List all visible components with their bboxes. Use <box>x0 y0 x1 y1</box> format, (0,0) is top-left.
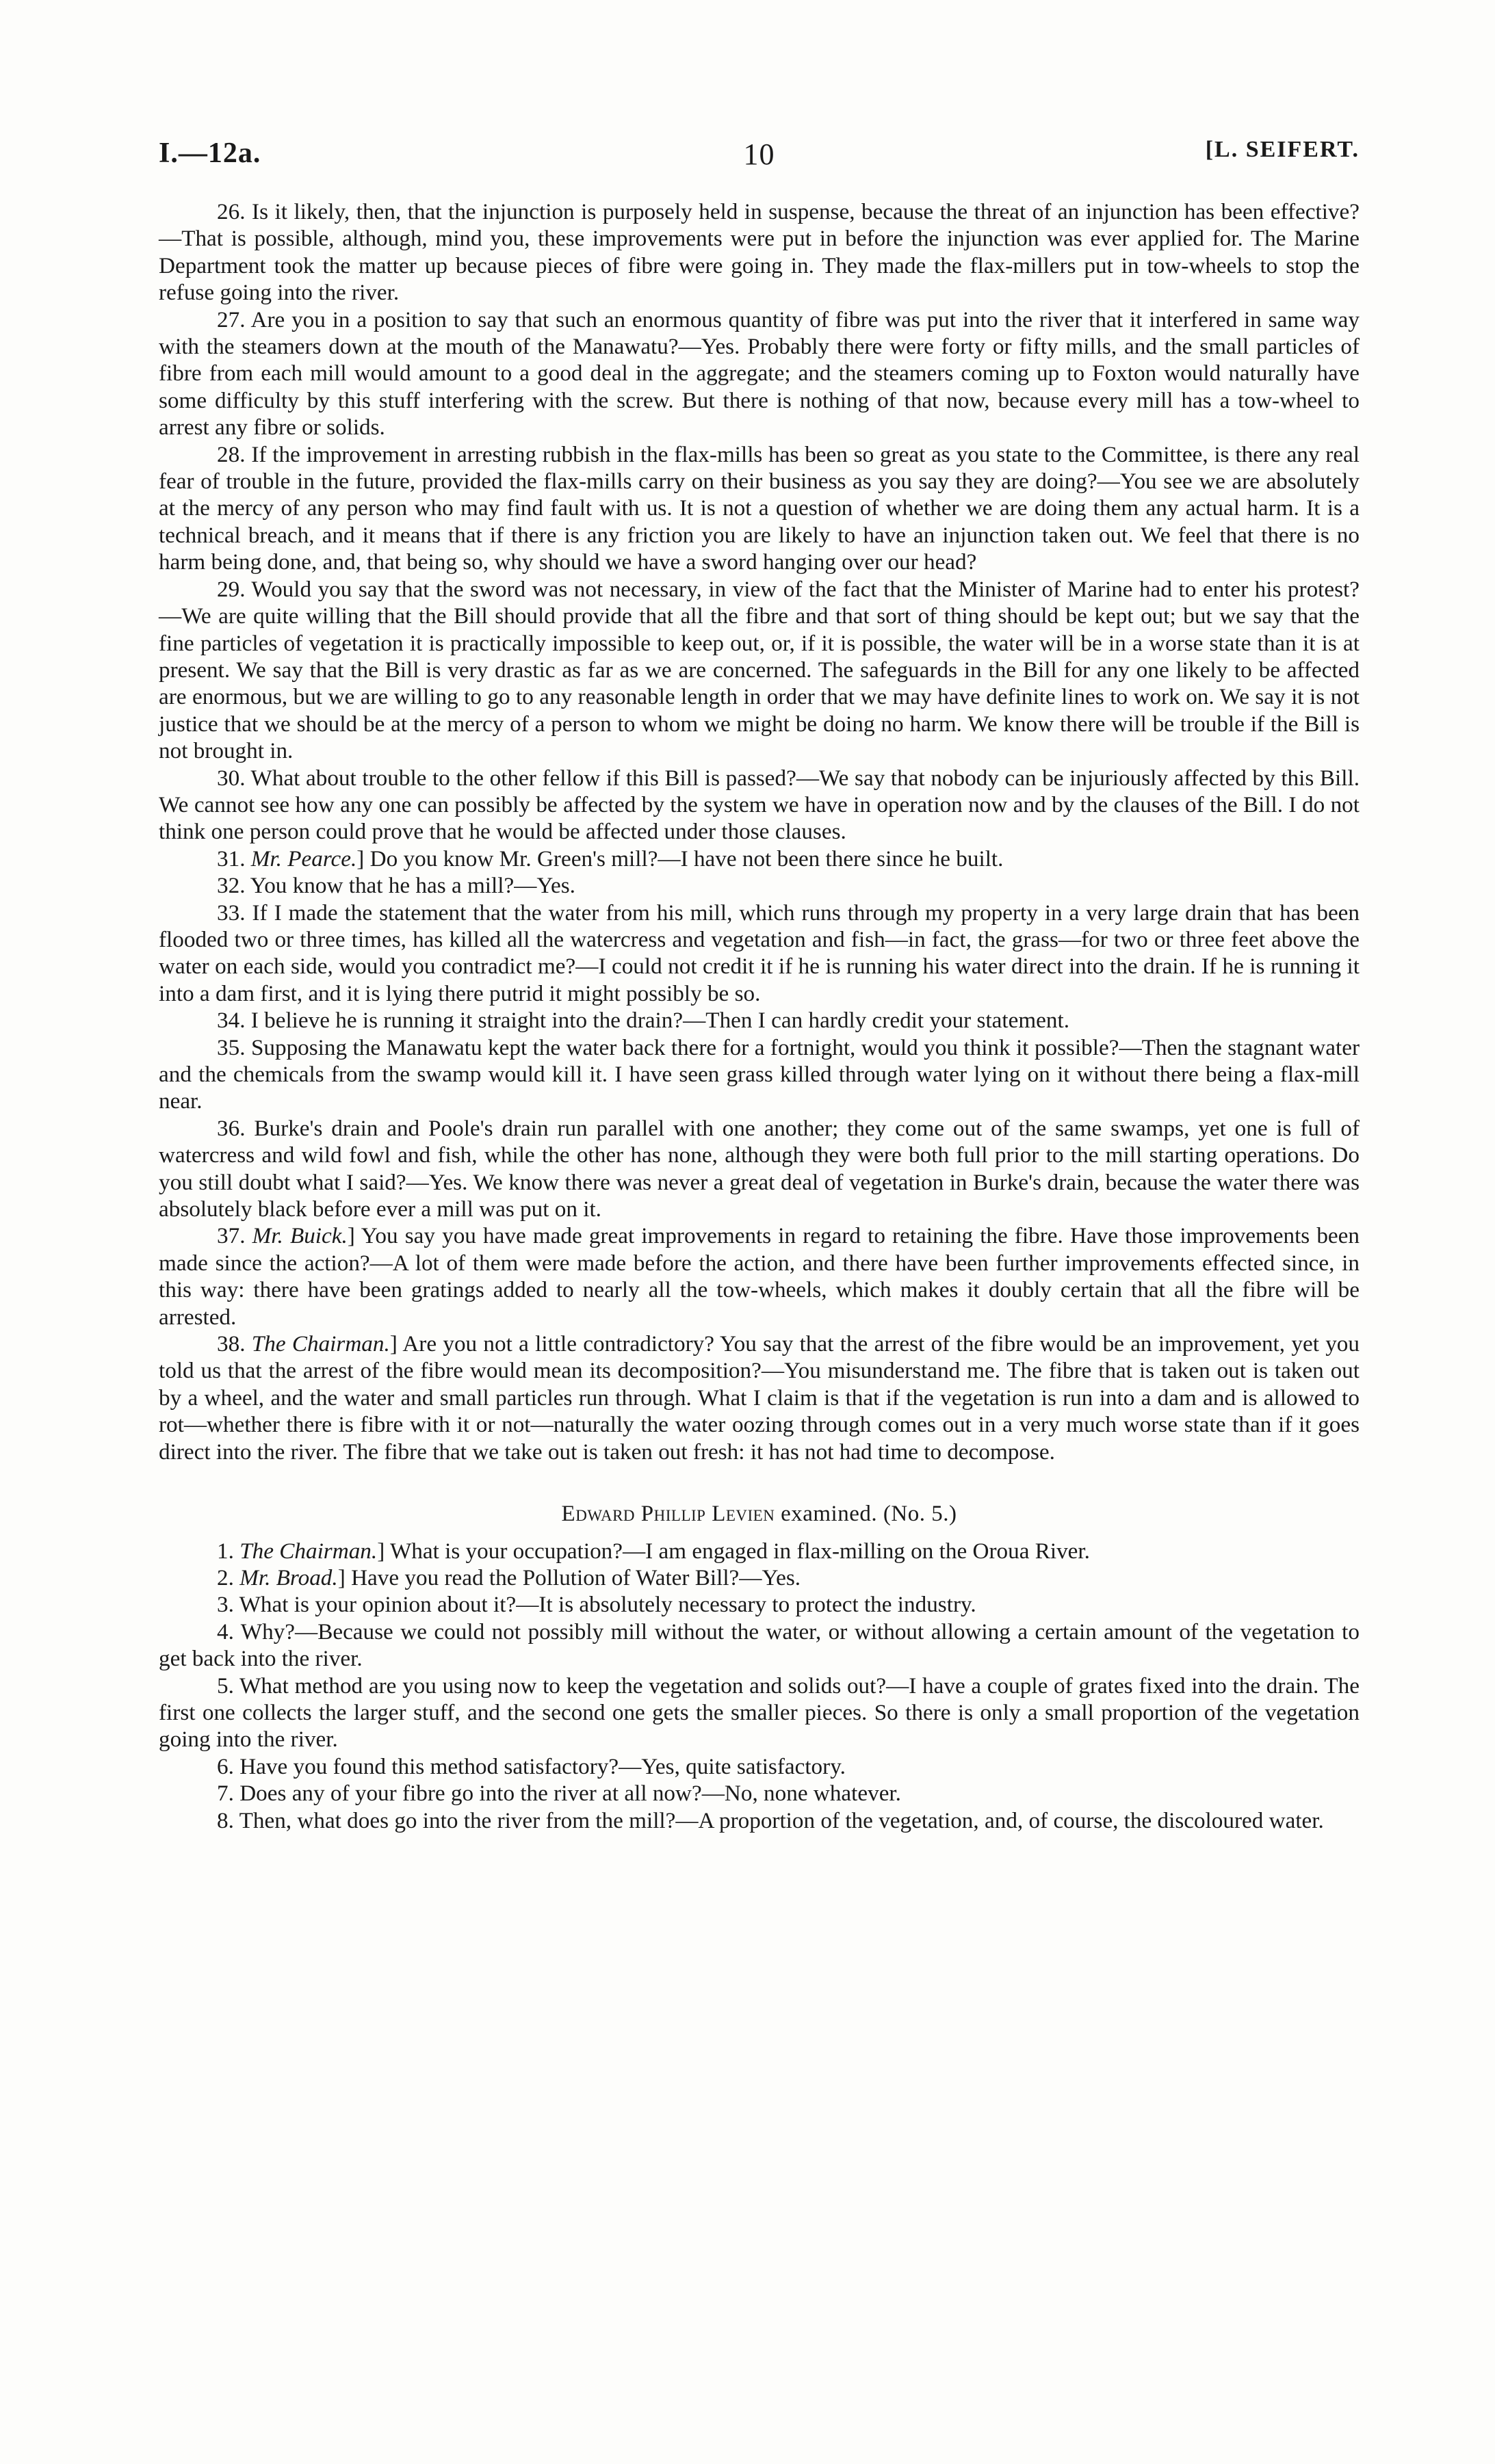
witness-heading-suffix: examined. (No. 5.) <box>781 1502 957 1527</box>
speaker-name: Mr. Pearce. <box>250 846 357 871</box>
question-answer-paragraph <box>159 1115 1360 1223</box>
question-answer-text: Do you know Mr. Green's mill?—I have not been there since he built. <box>369 846 1004 871</box>
question-number: 26. <box>217 199 246 224</box>
question-answer-text: If I made the statement that the water from his mill, which runs through my property in a very large drain that has been flooded two or three times, has killed all the watercress and vegetation and fish—in fact, the grass—for two or three feet above the water on each side, would you contradict me?—I could not credit it if he is running his water direct into the drain. If he is running it into a dam first, and it is lying there putrid it might possibly be so. <box>159 900 1360 1006</box>
question-answer-paragraph <box>159 306 1360 441</box>
question-answer-paragraph <box>159 1807 1360 1834</box>
question-number: 2. <box>217 1564 234 1590</box>
question-number: 3. <box>217 1592 234 1618</box>
witness-running-head: [L. SEIFERT. <box>1205 137 1360 162</box>
question-number: 31. <box>217 846 246 871</box>
question-number: 4. <box>217 1618 234 1644</box>
page-header <box>159 137 1360 178</box>
question-answer-text: Burke's drain and Poole's drain run parallel with one another; they come out of the same swamps, yet one is full of watercress and wild fowl and fish, while the other has none, although they were both full prior to the mill starting operations. Do you still doubt what I said?—Yes. We know there was never a great deal of vegetation in Burke's drain, because the water there was absolutely black before ever a mill was put on it. <box>159 1115 1360 1222</box>
question-answer-paragraph <box>159 1007 1360 1034</box>
question-answer-text: Is it likely, then, that the injunction is purposely held in suspense, because the threat of an injunction has been effective?—That is possible, although, mind you, these improvements were put in before the injunction was ever applied for. The Marine Department took the matter up because pieces of fibre were going in. They made the flax-millers put in tow-wheels to stop the refuse going into the river. <box>159 199 1360 306</box>
question-answer-paragraph <box>159 872 1360 899</box>
page-number: 10 <box>743 137 775 171</box>
question-answer-text: What method are you using now to keep the vegetation and solids out?—I have a couple of grates fixed into the drain. The first one collects the larger stuff, and the second one gets the smaller pieces. So there is only a small proportion of the vegetation going into the river. <box>159 1673 1360 1753</box>
levien-testimony <box>159 1538 1360 1834</box>
question-number: 30. <box>217 765 246 791</box>
question-answer-text: Does any of your fibre go into the river at all now?—No, none whatever. <box>239 1781 901 1807</box>
question-answer-paragraph: 1. The Chairman.] What is your occupation?—I am engaged in flax-milling on the Oroua River. <box>217 1538 1090 1564</box>
question-answer-text: Are you not a little contradictory? You say that the arrest of the fibre would be an improvement, yet you told us that the arrest of the fibre would mean its decomposition?—You misunderstand me. The fibre that is taken out is taken out by a wheel, and the water and small particles run through. What I claim is that if the vegetation is run into a dam and is allowed to rot—whether there is fibre with it or not—naturally the water oozing through comes out in a very much worse state than if it goes direct into the river. The fibre that we take out is taken out fresh: it has not had time to decompose. <box>159 1331 1360 1465</box>
question-number: 7. <box>217 1781 234 1807</box>
question-answer-paragraph <box>159 1753 1360 1780</box>
question-answer-paragraph: 37. Mr. Buick.] You say you have made great improvements in regard to retaining the fibre. Have those improvements been made since the action?—A lot of them were made before the action, and there have been further improvements effected since, in this way: there have been gratings added to nearly all the tow-wheels, which makes it doubly certain that all the fibre will be arrested. <box>159 1223 1360 1330</box>
question-number: 36. <box>217 1115 246 1141</box>
question-number: 35. <box>217 1034 246 1060</box>
question-number: 5. <box>217 1673 234 1699</box>
question-answer-text: Why?—Because we could not possibly mill without the water, or without allowing a certain amount of the vegetation to get back into the river. <box>159 1618 1360 1672</box>
question-number: 8. <box>217 1807 234 1833</box>
question-answer-text: If the improvement in arresting rubbish in the flax-mills has been so great as you state to the Committee, is there any real fear of trouble in the future, provided the flax-mills carry on their business as you say they are doing?—You see we are absolutely at the mercy of any person who may find fault with us. It is not a question of whether we are doing them any actual harm. It is a technical breach, and it means that if there is any friction you are likely to have an injunction taken out. We feel that there is no harm being done, and, that being so, why should we have a sword hanging over our head? <box>159 441 1360 575</box>
page-body <box>159 198 1360 1834</box>
question-answer-paragraph <box>159 1780 1360 1807</box>
question-answer-text: You say you have made great improvements in regard to retaining the fibre. Have those improvements been made since the action?—A lot of them were made before the action, and there have been further improvements effected since, in this way: there have been gratings added to nearly all the tow-wheels, which makes it doubly certain that all the fibre will be arrested. <box>159 1223 1360 1330</box>
question-answer-text: Then, what does go into the river from the mill?—A proportion of the vegetation, and, of course, the discoloured water. <box>239 1807 1324 1833</box>
question-answer-paragraph: 38. The Chairman.] Are you not a little contradictory? You say that the arrest of the fibre would be an improvement, yet you told us that the arrest of the fibre would mean its decomposition?—You misunderstand me. The fibre that is taken out is taken out by a wheel, and the water and small particles run through. What I claim is that if the vegetation is run into a dam and is allowed to rot—whether there is fibre with it or not—naturally the water oozing through comes out in a very much worse state than if it goes direct into the river. The fibre that we take out is taken out fresh: it has not had time to decompose. <box>159 1331 1360 1465</box>
witness-name: Edward Phillip Levien <box>561 1502 775 1527</box>
question-answer-paragraph <box>159 1673 1360 1753</box>
question-number: 34. <box>217 1008 246 1034</box>
question-answer-paragraph <box>159 1034 1360 1115</box>
question-answer-text: Supposing the Manawatu kept the water back there for a fortnight, would you think it possible?—Then the stagnant water and the chemicals from the swamp would kill it. I have seen grass killed through water lying on it without there being a flax-mill near. <box>159 1034 1360 1114</box>
question-number: 6. <box>217 1753 234 1779</box>
question-answer-paragraph <box>159 576 1360 765</box>
question-number: 29. <box>217 576 246 602</box>
speaker-name: Mr. Broad. <box>239 1564 338 1590</box>
speaker-name: Mr. Buick. <box>252 1223 348 1249</box>
question-number: 1. <box>217 1538 234 1564</box>
paper-reference: I.—12a. <box>159 137 261 169</box>
question-number: 38. <box>217 1331 246 1357</box>
question-answer-text: Have you found this method satisfactory?—Yes, quite satisfactory. <box>239 1753 846 1779</box>
question-number: 37. <box>217 1223 246 1249</box>
question-answer-text: Have you read the Pollution of Water Bill?—Yes. <box>351 1564 801 1590</box>
question-number: 33. <box>217 900 246 926</box>
question-answer-paragraph <box>159 198 1360 306</box>
question-answer-text: What about trouble to the other fellow if this Bill is passed?—We say that nobody can be injuriously affected by this Bill. We cannot see how any one can possibly be affected by the system we have in operation now and by the clauses of the Bill. I do not think one person could prove that he would be affected under those clauses. <box>159 765 1360 845</box>
question-answer-text: Are you in a position to say that such an enormous quantity of fibre was put into the river that it interfered in same way with the steamers down at the mouth of the Manawatu?—Yes. Probably there were forty or fifty mills, and the small particles of fibre from each mill would amount to a good deal in the aggregate; and the steamers coming up to Foxton would naturally have some difficulty by this stuff interfering with the screw. But there is nothing of that now, because every mill has a tow-wheel to arrest any fibre or solids. <box>159 306 1360 441</box>
question-answer-paragraph <box>159 765 1360 846</box>
question-answer-text: What is your opinion about it?—It is absolutely necessary to protect the industry. <box>239 1592 976 1618</box>
speaker-name: The Chairman. <box>239 1538 378 1564</box>
question-answer-text: What is your occupation?—I am engaged in flax-milling on the Oroua River. <box>389 1538 1090 1564</box>
question-answer-paragraph <box>159 441 1360 576</box>
question-number: 27. <box>217 306 246 332</box>
witness-heading <box>159 1501 1360 1528</box>
question-answer-text: Would you say that the sword was not necessary, in view of the fact that the Minister of Marine had to enter his protest?—We are quite willing that the Bill should provide that all the fibre and that sort of thing should be kept out; but we say that the fine particles of vegetation it is practically impossible to keep out, or, if it is possible, the water will be in a worse state than it is at present. We say that the Bill is very drastic as far as we are concerned. The safeguards in the Bill for any one likely to be affected are enormous, but we are willing to go to any reasonable length in order that we may have definite lines to work on. We say it is not justice that we should be at the mercy of a person to whom we might be doing no harm. We know there will be trouble if the Bill is not brought in. <box>159 576 1360 764</box>
question-answer-paragraph: 31. Mr. Pearce.] Do you know Mr. Green's mill?—I have not been there since he built. <box>217 846 1004 871</box>
question-answer-paragraph: 2. Mr. Broad.] Have you read the Pollution of Water Bill?—Yes. <box>217 1564 801 1590</box>
question-answer-text: I believe he is running it straight into the drain?—Then I can hardly credit your statement. <box>250 1008 1070 1034</box>
speaker-name: The Chairman. <box>251 1331 390 1357</box>
seifert-testimony <box>159 198 1360 1465</box>
question-answer-paragraph <box>159 1591 1360 1618</box>
question-answer-paragraph <box>159 1618 1360 1673</box>
question-number: 28. <box>217 441 246 467</box>
question-answer-text: You know that he has a mill?—Yes. <box>250 873 575 899</box>
question-number: 32. <box>217 873 246 899</box>
question-answer-paragraph <box>159 900 1360 1008</box>
